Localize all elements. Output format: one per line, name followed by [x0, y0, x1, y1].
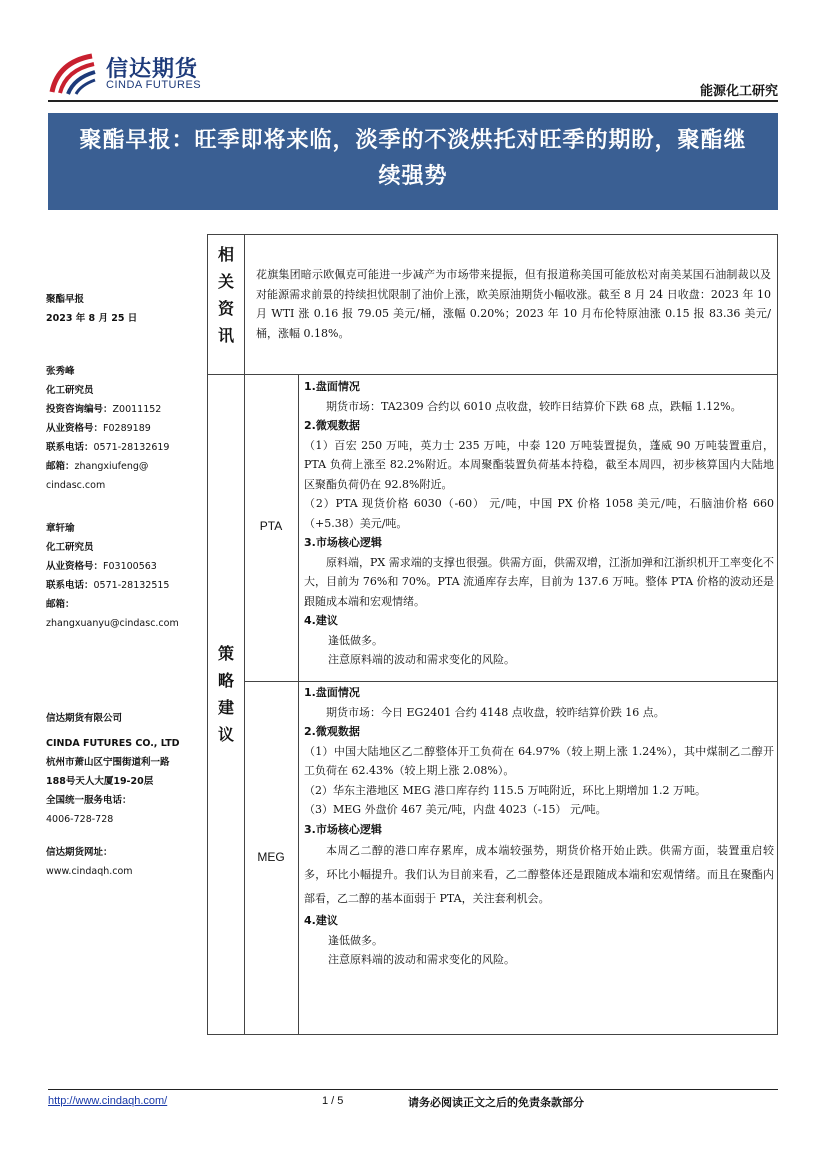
analyst1-email: 邮箱：zhangxiufeng@ — [46, 461, 149, 472]
analyst2-license: 从业资格号：F03100563 — [46, 561, 157, 572]
meg-p2c: （3）MEG 外盘价 467 美元/吨，内盘 4023（-15） 元/吨。 — [304, 803, 607, 816]
footer-divider — [48, 1089, 778, 1090]
meg-h4: 4.建议 — [304, 914, 338, 927]
news-section-label: 相 关 资 讯 — [217, 245, 234, 345]
meg-p4b: 注意原料端的波动和需求变化的风险。 — [328, 953, 515, 966]
pta-p4a: 逢低做多。 — [328, 633, 383, 647]
analyst2-email-label: 邮箱： — [46, 599, 75, 610]
meg-p4a: 逢低做多。 — [328, 933, 383, 947]
meg-p3: 本周乙二醇的港口库存累库，成本端较强势，期货价格开始止跌。供需方面，装置重启较多，环比小幅提升。我们认为目前来看，乙二醇整体还是跟随成本端和宏观情绪。而且在聚酯内部看，乙二醇的基本面弱于 PTA，关注套利机会。 — [304, 844, 774, 905]
page-number: 1 / 5 — [322, 1095, 344, 1107]
strategy-table — [207, 234, 778, 1035]
analyst2-email: zhangxuanyu@cindasc.com — [46, 618, 179, 629]
analyst1-cert: 投资咨询编号：Z0011152 — [46, 404, 162, 415]
pta-p2b: （2）PTA 现货价格 6030（-60） 元/吨，中国 PX 价格 1058 美元/吨，石脑油价格 660（+5.38）美元/吨。 — [304, 497, 774, 530]
pta-h4: 4.建议 — [304, 614, 338, 627]
hotline-label: 全国统一服务电话： — [46, 795, 132, 806]
title-banner — [48, 113, 778, 210]
website-value: www.cindaqh.com — [46, 866, 133, 877]
sidebar — [46, 290, 196, 881]
meg-label: MEG — [257, 850, 285, 864]
pta-p1: 期货市场：TA2309 合约以 6010 点收盘，较昨日结算价下跌 68 点，跌幅 1.12%。 — [326, 399, 742, 413]
cinda-logo-icon — [48, 52, 98, 96]
meg-p2b: （2）华东主港地区 MEG 港口库存约 115.5 万吨附近，环比上期增加 1.2 万吨。 — [304, 783, 707, 797]
meg-p1: 期货市场：今日 EG2401 合约 4148 点收盘，较昨结算价跌 16 点。 — [326, 705, 665, 719]
company-name-en: CINDA FUTURES CO., LTD — [46, 738, 180, 749]
page-header — [48, 48, 778, 100]
logo-en-text: CINDA FUTURES — [106, 79, 202, 91]
pta-p4b: 注意原料端的波动和需求变化的风险。 — [328, 653, 515, 666]
report-title: 聚酯早报：旺季即将来临，淡季的不淡烘托对旺季的期盼，聚酯继续强势 — [79, 128, 747, 189]
disclaimer-note: 请务必阅读正文之后的免责条款部分 — [408, 1096, 584, 1109]
hotline-value: 4006-728-728 — [46, 814, 114, 825]
company-logo — [48, 50, 248, 98]
department-label: 能源化工研究 — [699, 84, 778, 99]
pta-h1: 1.盘面情况 — [304, 380, 360, 393]
news-strategy-divider — [208, 374, 777, 375]
report-name: 聚酯早报 — [46, 294, 85, 305]
analyst2-role: 化工研究员 — [46, 542, 94, 553]
analyst1-phone: 联系电话：0571-28132619 — [46, 442, 170, 453]
header-divider — [48, 100, 778, 102]
analyst2-name: 章轩瑜 — [46, 523, 75, 534]
company-name-cn: 信达期货有限公司 — [46, 713, 123, 724]
strategy-section-label: 策 略 建 议 — [217, 644, 234, 744]
analyst1-email-domain: cindasc.com — [46, 480, 106, 491]
meg-block — [304, 683, 774, 970]
pta-p2a: （1）百宏 250 万吨，英力士 235 万吨，中泰 120 万吨装置提负，蓬威 90 万吨装置重启，PTA 负荷上涨至 82.2%附近。本周聚酯装置负荷基本持稳，截至本周四，初步核算国内大陆地区聚酯负荷仍在 92.8%附近。 — [304, 438, 774, 491]
pta-h3: 3.市场核心逻辑 — [304, 536, 382, 549]
company-address-2: 188号天人大厦19-20层 — [46, 776, 154, 787]
pta-p3: 原料端，PX 需求端的支撑也很强。供需方面，供需双增，江浙加弹和江浙织机开工率变化不大，目前为 76%和 70%。PTA 流通库存去库，目前为 137.6 万吨。整体 PTA 价格的波动还是跟随成本端和宏观情绪。 — [304, 555, 774, 608]
footer-url-link[interactable]: http://www.cindaqh.com/ — [48, 1095, 168, 1107]
meg-h3: 3.市场核心逻辑 — [304, 822, 382, 836]
news-text: 花旗集团暗示欧佩克可能进一步减产为市场带来提振，但有报道称美国可能放松对南美某国石油制裁以及对能源需求前景的持续担忧限制了油价上涨，欧美原油期货小幅收涨。截至 8 月 24 日收盘：2023 年 10 月 WTI 涨 0.16 报 79.05 美元/桶，涨幅 0.20%；2023 年 10 月布伦特原油涨 0.15 报 83.36 美元/桶，涨幅 0.18%。 — [256, 268, 771, 340]
pta-label: PTA — [259, 519, 283, 533]
meg-h2: 2.微观数据 — [304, 725, 360, 738]
logo-cn-text: 信达期货 — [106, 57, 199, 82]
analyst1-name: 张秀峰 — [46, 366, 75, 377]
meg-h1: 1.盘面情况 — [304, 686, 360, 699]
pta-block — [304, 377, 774, 670]
sublabel-column-divider — [298, 374, 299, 1034]
company-address-1: 杭州市萧山区宁围街道利一路 — [46, 757, 170, 768]
website-label: 信达期货网址： — [46, 847, 113, 858]
pta-meg-divider — [244, 681, 777, 682]
analyst2-phone: 联系电话：0571-28132515 — [46, 580, 170, 591]
pta-h2: 2.微观数据 — [304, 419, 360, 432]
label-column-divider — [244, 235, 245, 1034]
report-date: 2023 年 8 月 25 日 — [46, 313, 138, 324]
analyst1-role: 化工研究员 — [46, 385, 94, 396]
analyst1-license: 从业资格号：F0289189 — [46, 423, 151, 434]
meg-p2a: （1）中国大陆地区乙二醇整体开工负荷在 64.97%（较上期上涨 1.24%），其中煤制乙二醇开工负荷在 62.43%（较上期上涨 2.08%）。 — [304, 744, 774, 777]
